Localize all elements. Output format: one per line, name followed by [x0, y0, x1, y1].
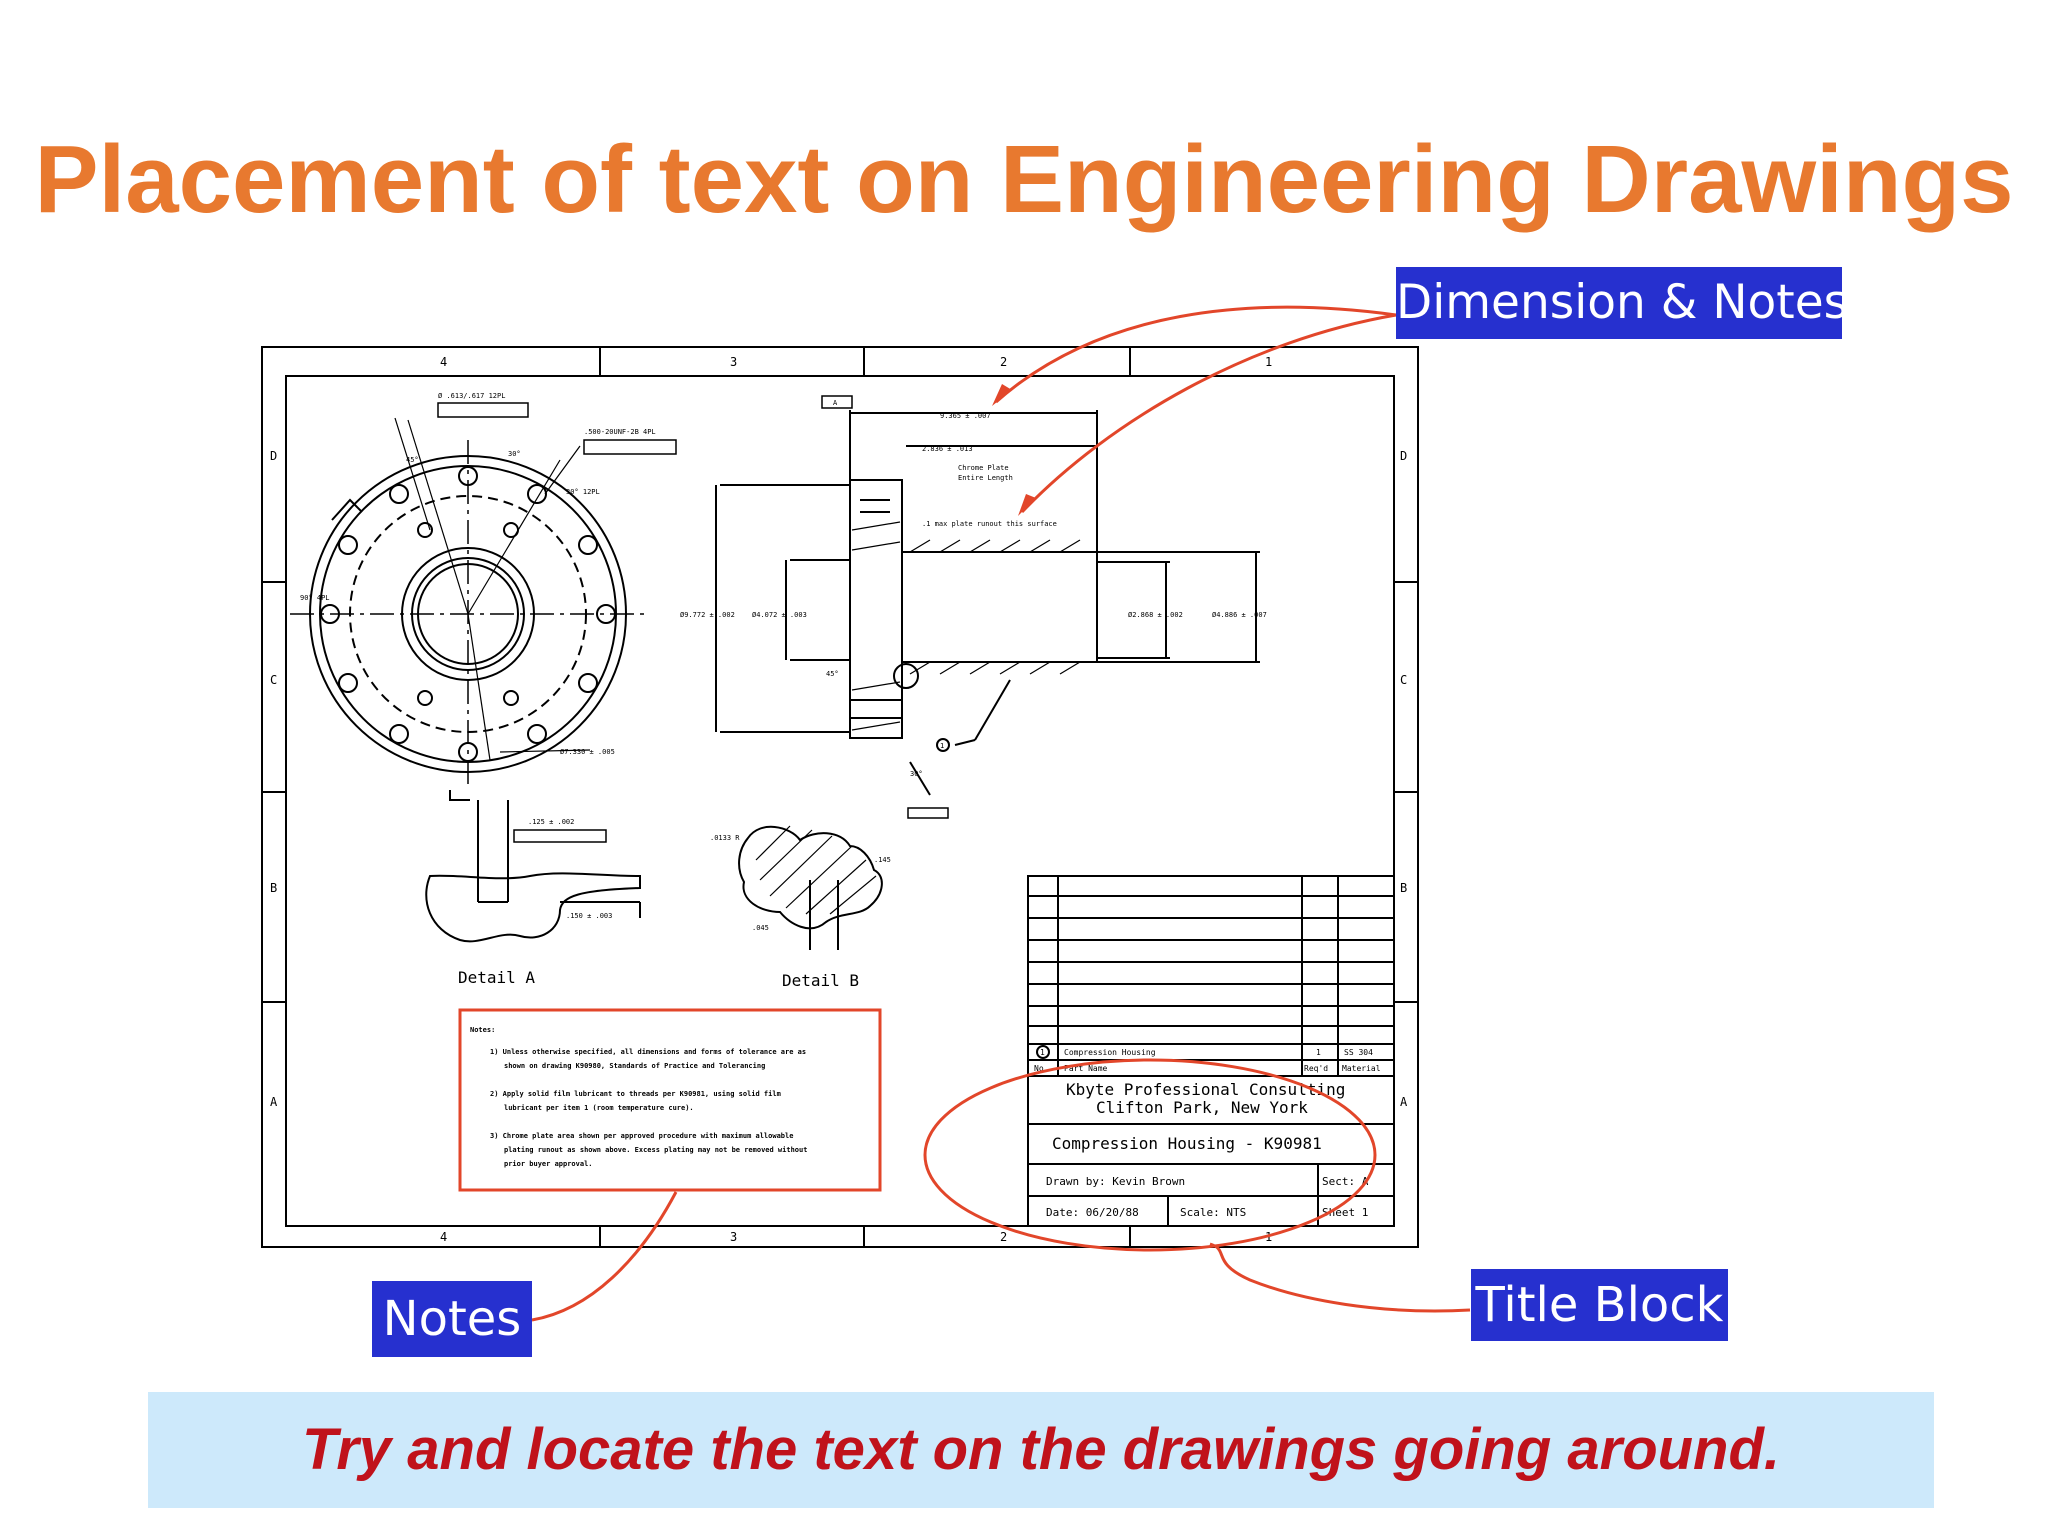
tb-company-1: Kbyte Professional Consulting [1066, 1080, 1346, 1099]
zone-col-1-bottom: 1 [1265, 1230, 1273, 1244]
dia-4: Ø4.886 ± .007 [1212, 611, 1267, 619]
tb-item-material: SS 304 [1344, 1048, 1373, 1057]
slide-title: Placement of text on Engineering Drawings [34, 126, 2014, 233]
zone-row-c-left: C [270, 673, 278, 687]
dia-1: Ø9.772 ± .002 [680, 611, 735, 619]
chrome-note-2: Entire Length [958, 474, 1013, 482]
tb-hdr-no: No. [1034, 1064, 1049, 1073]
bolt-hole-dim: Ø .613/.617 12PL [438, 392, 506, 400]
tb-item-no: 1 [1040, 1048, 1045, 1057]
zone-col-2-top: 2 [1000, 355, 1008, 369]
tb-sect: Sect: A [1322, 1175, 1369, 1188]
zone-row-b-left: B [270, 881, 278, 895]
zone-row-d-left: D [270, 449, 278, 463]
notes-line-2b: lubricant per item 1 (room temperature cure). [504, 1104, 694, 1112]
detail-b-label: Detail B [782, 971, 860, 990]
zone-row-a-right: A [1400, 1095, 1408, 1109]
zone-row-c-right: C [1400, 673, 1408, 687]
tb-date: Date: 06/20/88 [1046, 1206, 1139, 1219]
notes-line-1b: shown on drawing K90980, Standards of Practice and Tolerancing [504, 1062, 766, 1070]
notes-line-3a: 3) Chrome plate area shown per approved procedure with maximum allowable [490, 1132, 794, 1140]
dia-2: Ø4.072 ± .003 [752, 611, 807, 619]
detail-a-dim2: .150 ± .003 [566, 912, 613, 920]
footer-instruction: Try and locate the text on the drawings going around. [148, 1392, 1934, 1508]
flange-front-view [290, 403, 676, 800]
notes-line-2a: 2) Apply solid film lubricant to threads per K90981, using solid film [490, 1090, 781, 1098]
zone-col-3-top: 3 [730, 355, 738, 369]
dimension-notes-callout: Dimension & Notes [1396, 267, 1842, 339]
detail-a-dim: .125 ± .002 [528, 818, 575, 826]
title-block-callout: Title Block [1471, 1269, 1728, 1341]
angle-90: 90° 4PL [300, 594, 330, 602]
notes-line-3b: plating runout as shown above. Excess plating may not be removed without [504, 1146, 808, 1154]
tb-hdr-reqd: Req'd [1304, 1064, 1329, 1073]
tb-hdr-part: Part Name [1064, 1064, 1108, 1073]
detail-b-dim: .145 [874, 856, 891, 864]
angle-30: 30° [508, 450, 521, 458]
angle-30-12pl: 30° 12PL [566, 488, 600, 496]
tb-hdr-material: Material [1342, 1064, 1381, 1073]
item-balloon: 1 [940, 742, 945, 750]
chrome-note-1: Chrome Plate [958, 464, 1009, 472]
tb-item-qty: 1 [1316, 1048, 1321, 1057]
detail-b-r: .0133 R [710, 834, 740, 842]
len-2: 2.836 ± .013 [922, 445, 973, 453]
zone-col-2-bottom: 2 [1000, 1230, 1008, 1244]
runout-note: .1 max plate runout this surface [922, 520, 1057, 528]
notes-heading: Notes: [470, 1026, 496, 1034]
bolt-circle-dim: Ø7.330 ± .005 [560, 748, 615, 756]
tb-sheet: Sheet 1 [1322, 1206, 1369, 1219]
tb-company-2: Clifton Park, New York [1096, 1098, 1308, 1117]
angle-bottom: 30° [910, 770, 923, 778]
tb-part-title: Compression Housing - K90981 [1052, 1134, 1322, 1153]
leader-lines [532, 307, 1470, 1320]
zone-col-4-top: 4 [440, 355, 448, 369]
notes-callout: Notes [372, 1281, 532, 1357]
datum-a: A [833, 399, 838, 407]
zone-col-3-bottom: 3 [730, 1230, 738, 1244]
chamfer: 45° [826, 670, 839, 678]
tb-scale: Scale: NTS [1180, 1206, 1247, 1219]
dia-3: Ø2.868 ± .002 [1128, 611, 1183, 619]
tb-item-name: Compression Housing [1064, 1048, 1156, 1057]
zone-row-a-left: A [270, 1095, 278, 1109]
zone-col-4-bottom: 4 [440, 1230, 448, 1244]
notes-line-1a: 1) Unless otherwise specified, all dimensions and forms of tolerance are as [490, 1048, 807, 1056]
zone-row-d-right: D [1400, 449, 1408, 463]
notes-line-3c: prior buyer approval. [504, 1160, 593, 1168]
section-view [716, 396, 1260, 818]
thread-dim: .500-20UNF-2B 4PL [584, 428, 656, 436]
zone-col-1-top: 1 [1265, 355, 1273, 369]
tb-drawn-by: Drawn by: Kevin Brown [1046, 1175, 1186, 1188]
detail-b-dim2: .045 [752, 924, 769, 932]
detail-a-label: Detail A [458, 968, 536, 987]
angle-45: 45° [406, 456, 419, 464]
zone-row-b-right: B [1400, 881, 1408, 895]
len-overall: 9.365 ± .007 [940, 412, 991, 420]
